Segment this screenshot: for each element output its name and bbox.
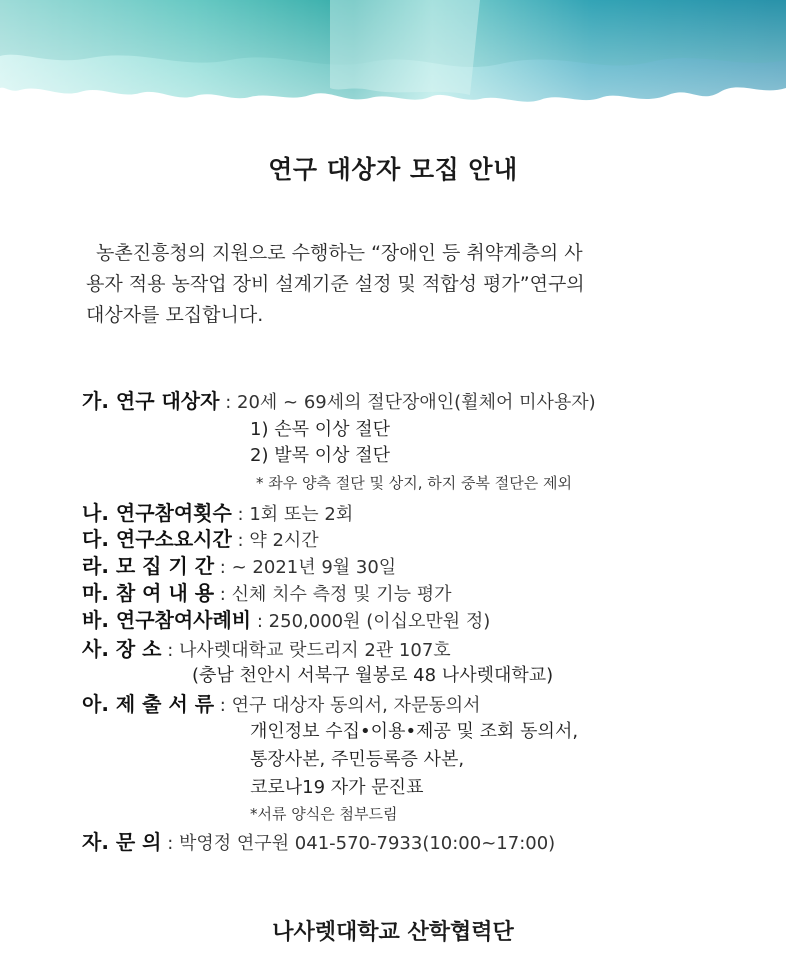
item-label: 바. 연구참여사례비 [82,608,252,632]
colon: : [219,695,226,716]
intro-paragraph [86,238,726,331]
documents-line: 개인정보 수집•이용•제공 및 조회 동의서, [250,721,579,742]
item-value: 연구 대상자 동의서, 자문동의서 [231,695,481,716]
item-value: 20세 ~ 69세의 절단장애인(휠체어 미사용자) [237,392,596,413]
colon: : [167,640,174,661]
item-label: 자. 문 의 [82,830,162,854]
place-address: (충남 천안시 서북구 월봉로 48 나사렛대학교) [192,665,554,686]
item-label: 다. 연구소요시간 [82,527,232,551]
colon: : [256,611,263,632]
documents-note: *서류 양식은 첨부드림 [250,805,398,823]
target-sub-1: 1) 손목 이상 절단 [250,419,390,440]
colon: : [237,530,244,551]
item-fee [82,604,490,633]
item-label: 가. 연구 대상자 [82,389,220,413]
item-label: 아. 제 출 서 류 [82,692,215,716]
item-count [82,497,353,526]
item-contact [82,826,555,855]
item-value: 1회 또는 2회 [249,504,354,525]
item-content [82,577,452,606]
colon: : [219,584,226,605]
item-value: 250,000원 (이십오만원 정) [268,611,491,632]
item-duration [82,523,319,552]
colon: : [167,833,174,854]
item-value: 약 2시간 [249,530,319,551]
item-period [82,550,396,579]
intro-line: 용자 적용 농작업 장비 설계기준 설정 및 적합성 평가”연구의 [86,273,585,295]
target-sub-2: 2) 발목 이상 절단 [250,445,390,466]
intro-line: 대상자를 모집합니다. [86,304,264,326]
colon: : [225,392,232,413]
colon: : [237,504,244,525]
organization-name: 나사렛대학교 산학협력단 [272,920,514,945]
page-title: 연구 대상자 모집 안내 [268,155,518,184]
item-label: 나. 연구참여횟수 [82,501,232,525]
item-documents [82,688,481,717]
item-label: 사. 장 소 [82,637,162,661]
item-value: 나사렛대학교 랏드리지 2관 107호 [179,640,451,661]
documents-line: 코로나19 자가 문진표 [250,777,424,798]
watercolor-banner [0,0,786,110]
item-target [82,385,596,414]
item-value: ~ 2021년 9월 30일 [231,557,397,578]
intro-line: 농촌진흥청의 지원으로 수행하는 “장애인 등 취약계층의 사 [96,242,583,264]
item-label: 라. 모 집 기 간 [82,554,215,578]
item-place [82,633,451,662]
item-value: 신체 치수 측정 및 기능 평가 [231,584,452,605]
target-note: * 좌우 양측 절단 및 상지, 하지 중복 절단은 제외 [256,474,573,492]
item-value: 박영정 연구원 041-570-7933(10:00~17:00) [179,833,556,854]
item-label: 마. 참 여 내 용 [82,581,215,605]
colon: : [219,557,226,578]
documents-line: 통장사본, 주민등록증 사본, [250,749,465,770]
